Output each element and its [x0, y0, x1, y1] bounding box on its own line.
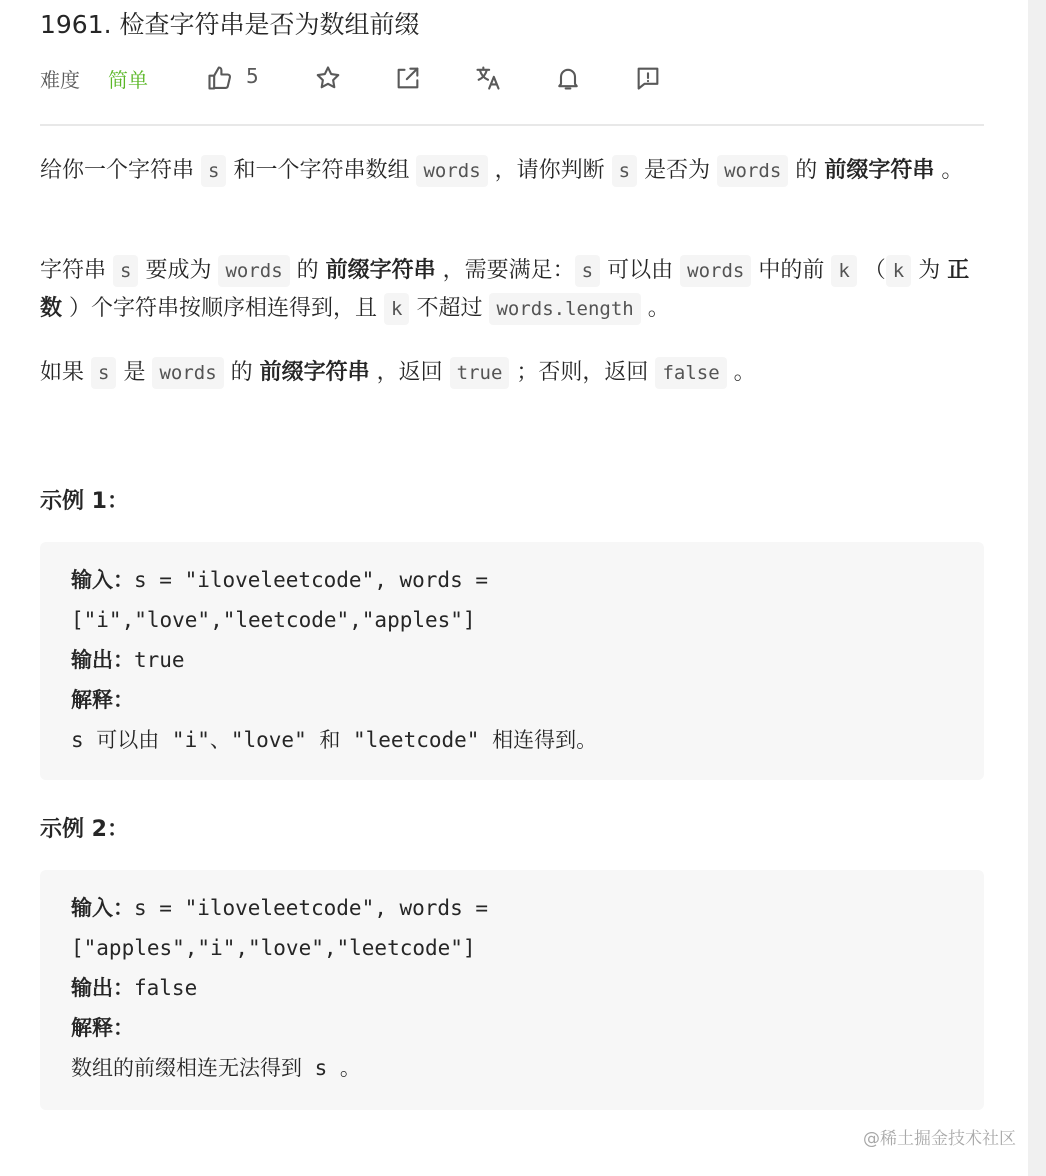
example-2-content: [71, 888, 488, 1088]
desc-text: 给你一个字符串: [40, 158, 201, 183]
desc-text: 和一个字符串数组: [226, 158, 417, 183]
desc-text: 是: [116, 360, 153, 385]
inline-code: words.length: [489, 293, 640, 325]
description-paragraph-2: [40, 252, 984, 328]
description-paragraph-3: [40, 354, 984, 392]
desc-text: 。: [640, 296, 670, 321]
inline-code: false: [655, 357, 726, 389]
star-icon[interactable]: [314, 64, 342, 92]
desc-text: ，返回: [369, 360, 450, 385]
desc-text: 字符串: [40, 258, 113, 283]
thumbs-up-icon[interactable]: [206, 64, 234, 92]
bold-term: 前缀字符串: [824, 158, 935, 183]
desc-text: 如果: [40, 360, 91, 385]
scrollbar-track[interactable]: [1028, 0, 1046, 1176]
example-2-block: [40, 870, 984, 1110]
translate-icon[interactable]: [474, 64, 502, 92]
example-2-title: 示例 2：: [40, 817, 129, 842]
desc-text: （: [856, 258, 886, 283]
header-divider: [40, 124, 984, 126]
desc-text: 。: [934, 158, 964, 183]
bold-term: 前缀字符串: [259, 360, 370, 385]
explanation-text: s 可以由 "i"、"love" 和 "leetcode" 相连得到。: [71, 728, 598, 752]
input-line: ["apples","i","love","leetcode"]: [71, 936, 476, 960]
input-line: ["i","love","leetcode","apples"]: [71, 608, 476, 632]
output-value: false: [134, 976, 198, 1000]
explanation-text: 数组的前缀相连无法得到 s 。: [71, 1056, 361, 1080]
bold-term: 前缀字符串: [325, 258, 436, 283]
bell-icon[interactable]: [554, 64, 582, 92]
description-paragraph-1: [40, 152, 984, 190]
desc-text: 的: [289, 258, 326, 283]
problem-meta-bar: [40, 60, 984, 96]
inline-code: k: [384, 293, 409, 325]
bold-term: 正数: [40, 258, 970, 321]
difficulty-value: 简单: [108, 68, 148, 92]
desc-text: 可以由: [600, 258, 681, 283]
difficulty-label: 难度: [40, 68, 80, 92]
desc-text: 是否为: [637, 158, 718, 183]
feedback-icon[interactable]: [634, 64, 662, 92]
watermark: @稀土掘金技术社区: [863, 1129, 1016, 1149]
explanation-label: 解释：: [71, 688, 134, 712]
output-label: 输出：: [71, 976, 134, 1000]
desc-text: ，请你判断: [487, 158, 612, 183]
example-1-block: [40, 542, 984, 780]
desc-text: 中的前: [751, 258, 832, 283]
output-label: 输出：: [71, 648, 134, 672]
desc-text: ）个字符串按顺序相连得到，且: [62, 296, 385, 321]
inline-code: s: [575, 255, 600, 287]
desc-text: ；否则，返回: [509, 360, 656, 385]
inline-code: words: [680, 255, 751, 287]
inline-code: k: [886, 255, 911, 287]
inline-code: s: [91, 357, 116, 389]
inline-code: words: [218, 255, 289, 287]
desc-text: 为: [911, 258, 948, 283]
example-1-content: [71, 560, 597, 760]
input-label: 输入：: [71, 568, 134, 592]
inline-code: words: [152, 357, 223, 389]
share-icon[interactable]: [394, 64, 422, 92]
inline-code: true: [450, 357, 510, 389]
example-1-title: 示例 1：: [40, 489, 129, 514]
desc-text: 的: [788, 158, 825, 183]
inline-code: k: [831, 255, 856, 287]
desc-text: 要成为: [138, 258, 219, 283]
like-count: 5: [246, 64, 259, 88]
desc-text: 。: [726, 360, 756, 385]
inline-code: s: [201, 155, 226, 187]
desc-text: 不超过: [409, 296, 490, 321]
input-line: s = "iloveleetcode", words =: [134, 568, 489, 592]
desc-text: 的: [223, 360, 260, 385]
inline-code: words: [416, 155, 487, 187]
inline-code: s: [612, 155, 637, 187]
input-line: s = "iloveleetcode", words =: [134, 896, 489, 920]
inline-code: words: [717, 155, 788, 187]
input-label: 输入：: [71, 896, 134, 920]
inline-code: s: [113, 255, 138, 287]
problem-title: 1961. 检查字符串是否为数组前缀: [40, 10, 420, 39]
desc-text: ，需要满足：: [435, 258, 575, 283]
output-value: true: [134, 648, 185, 672]
explanation-label: 解释：: [71, 1016, 134, 1040]
